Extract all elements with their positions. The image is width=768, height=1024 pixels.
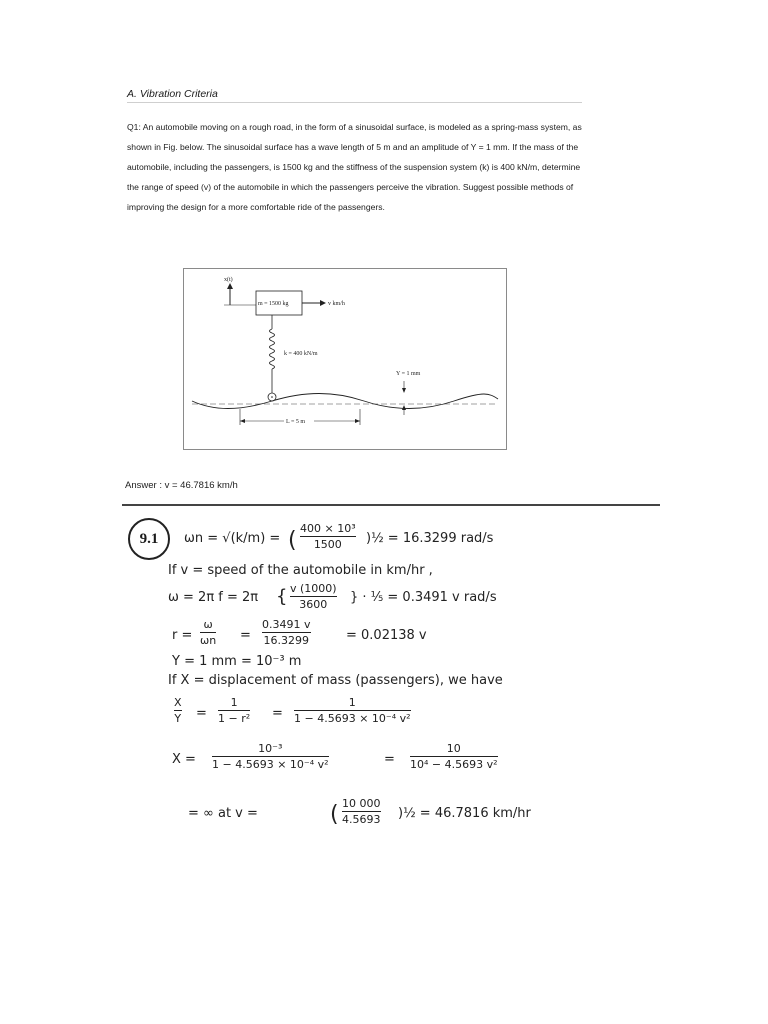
eq7-equals1: =	[196, 706, 207, 721]
eq8-fraction1	[212, 742, 329, 771]
eq9-rhs: )½ = 46.7816 km/hr	[398, 806, 531, 821]
eq8-f1-denominator: 1 − 4.5693 × 10⁻⁴ v²	[212, 758, 329, 771]
eq3-lhs: ω = 2π f = 2π	[168, 590, 259, 605]
eq1-numerator: 400 × 10³	[300, 522, 356, 535]
eq8-f2-denominator: 10⁴ − 4.5693 v²	[410, 758, 498, 771]
eq7-fraction2	[294, 696, 411, 725]
eq3-numerator: v (1000)	[290, 582, 337, 595]
eq3-fraction	[290, 582, 337, 611]
spring-coil	[270, 329, 275, 369]
spring-label: k = 400 kN/m	[284, 351, 318, 357]
eq1-denominator: 1500	[313, 538, 342, 551]
eq3-denominator: 3600	[299, 598, 328, 611]
eq8-fraction2	[410, 742, 498, 771]
eq9-lhs: = ∞ at v =	[188, 806, 258, 821]
question-text: Q1: An automobile moving on a rough road, in the form of a sinusoidal surface, is modeled as a spring-mass system, as shown in Fig. below. The sinusoidal surface has a wave length of 5 m and an amplitude of Y = 1 mm. If the mass of the automobile, including the passengers, is 1500 kg and the stiffness of the suspension system (k) is 400 kN/m, determine the range of speed (v) of the automobile in which the passengers perceive the vibration. Suggest possible methods of improving the design for a more comfortable ride of the passengers.	[127, 122, 582, 212]
eq7-f1-numerator: 1	[230, 696, 238, 709]
eq4-f2-denominator: 16.3299	[263, 634, 309, 647]
eq5-text: Y = 1 mm = 10⁻³ m	[172, 654, 302, 669]
eq4-rhs: = 0.02138 v	[346, 628, 427, 643]
spring-mass-figure	[183, 268, 507, 450]
eq4-f1-denominator: ωn	[200, 634, 217, 647]
eq7-lhs-numerator: X	[174, 696, 182, 709]
eq7-lhs-fraction	[174, 696, 182, 725]
eq8-lhs: X =	[172, 752, 196, 767]
eq9-open-paren: (	[330, 802, 339, 827]
eq9-denominator: 4.5693	[342, 813, 381, 826]
eq8-f2-numerator: 10	[446, 742, 461, 755]
eq4-fraction1	[200, 618, 216, 647]
road-surface	[192, 394, 498, 409]
figure-drawing	[184, 269, 506, 449]
wavelength-label: L = 5 m	[286, 419, 305, 425]
eq4-f2-numerator: 0.3491 v	[262, 618, 311, 631]
eq1-rhs: )½ = 16.3299 rad/s	[366, 531, 494, 546]
eq3-rhs: } · ⅕ = 0.3491 v rad/s	[350, 590, 497, 605]
eq8-f1-numerator: 10⁻³	[258, 742, 283, 755]
eq1-open-paren: (	[288, 528, 297, 553]
eq1-lhs: ωn = √(k/m) =	[184, 531, 281, 546]
speed-label: v km/h	[328, 301, 345, 307]
divider	[122, 504, 660, 506]
eq9-numerator: 10 000	[342, 797, 381, 810]
eq8-equals: =	[384, 752, 395, 767]
mass-label: m = 1500 kg	[258, 301, 289, 307]
amplitude-label: Y = 1 mm	[396, 371, 421, 377]
eq1-fraction	[300, 522, 356, 551]
answer-text: Answer : v = 46.7816 km/h	[125, 480, 238, 491]
eq4-equals: =	[240, 628, 251, 643]
eq6-text: If X = displacement of mass (passengers), we have	[168, 673, 503, 688]
eq2-text: If v = speed of the automobile in km/hr ,	[168, 563, 433, 578]
eq7-f1-denominator: 1 − r²	[218, 712, 251, 725]
x-label: x(t)	[224, 277, 233, 283]
eq4-fraction2	[262, 618, 311, 647]
eq4-lhs: r =	[172, 628, 193, 643]
eq7-lhs-denominator: Y	[174, 712, 182, 725]
eq7-f2-numerator: 1	[348, 696, 356, 709]
eq7-fraction1	[218, 696, 250, 725]
eq9-fraction	[342, 797, 381, 826]
section-title: A. Vibration Criteria	[127, 88, 582, 103]
eq7-equals2: =	[272, 706, 283, 721]
eq4-f1-numerator: ω	[203, 618, 213, 631]
eq7-f2-denominator: 1 − 4.5693 × 10⁻⁴ v²	[294, 712, 411, 725]
problem-number-badge: 9.1	[128, 518, 170, 560]
eq3-open-brace: {	[276, 586, 288, 607]
